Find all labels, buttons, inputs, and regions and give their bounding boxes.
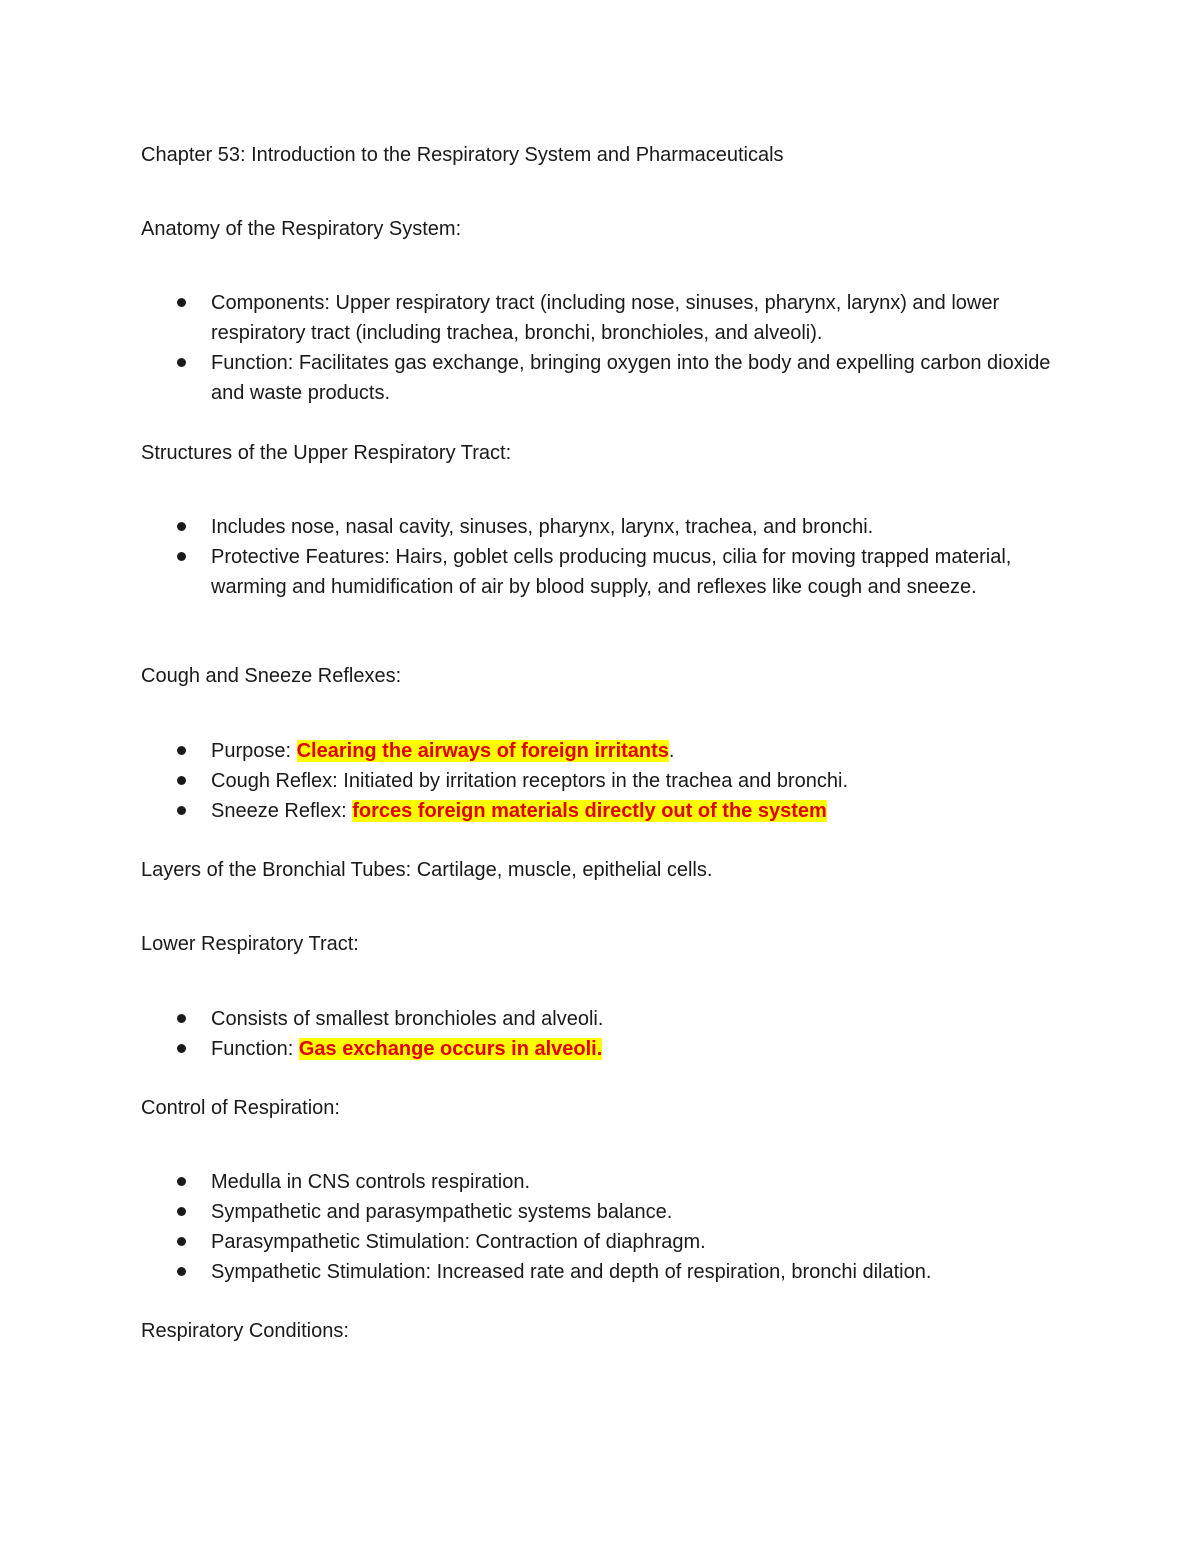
bullet-icon	[177, 358, 186, 367]
bullet-icon	[177, 1207, 186, 1216]
bullet-icon	[177, 746, 186, 755]
list-item	[141, 288, 1071, 348]
highlighted-text: forces foreign materials directly out of the system	[352, 800, 827, 822]
list-item	[141, 542, 1071, 602]
bullet-list-lower-tract	[141, 1004, 1071, 1064]
section-heading-bronchial-layers: Layers of the Bronchial Tubes: Cartilage, muscle, epithelial cells.	[141, 859, 713, 881]
section-heading-conditions: Respiratory Conditions:	[141, 1320, 349, 1342]
list-item	[141, 1227, 1071, 1257]
section-heading-lower-tract: Lower Respiratory Tract:	[141, 933, 359, 955]
list-item	[141, 512, 1071, 542]
list-item-text: Function: Facilitates gas exchange, bringing oxygen into the body and expelling carbon dioxide and waste products.	[211, 352, 1051, 404]
list-item	[141, 1257, 1071, 1287]
bullet-icon	[177, 522, 186, 531]
list-item-prefix: Sneeze Reflex:	[211, 800, 353, 822]
bullet-icon	[177, 552, 186, 561]
bullet-list-upper-tract	[141, 512, 1071, 602]
list-item	[141, 348, 1071, 408]
list-item-text: Sympathetic Stimulation: Increased rate and depth of respiration, bronchi dilation.	[211, 1261, 932, 1283]
list-item-text: Cough Reflex: Initiated by irritation receptors in the trachea and bronchi.	[211, 770, 849, 792]
list-item	[141, 1034, 1071, 1064]
bullet-list-reflexes	[141, 736, 1071, 826]
list-item-text: Protective Features: Hairs, goblet cells producing mucus, cilia for moving trapped material, warming and humidification of air by blood supply, and reflexes like cough and sneeze.	[211, 546, 1012, 598]
bullet-icon	[177, 1267, 186, 1276]
list-item-text: Components: Upper respiratory tract (including nose, sinuses, pharynx, larynx) and lower respiratory tract (including trachea, bronchi, bronchioles, and alveoli).	[211, 292, 1000, 344]
list-item-prefix: Function:	[211, 1038, 299, 1060]
bullet-icon	[177, 1014, 186, 1023]
highlighted-text: Clearing the airways of foreign irritants	[296, 740, 669, 762]
bullet-icon	[177, 1044, 186, 1053]
list-item-text: Consists of smallest bronchioles and alveoli.	[211, 1008, 604, 1030]
list-item	[141, 796, 1071, 826]
list-item-text: Medulla in CNS controls respiration.	[211, 1171, 531, 1193]
list-item	[141, 766, 1071, 796]
section-heading-reflexes: Cough and Sneeze Reflexes:	[141, 665, 402, 687]
list-item-text: Sympathetic and parasympathetic systems balance.	[211, 1201, 673, 1223]
section-heading-control: Control of Respiration:	[141, 1097, 340, 1119]
highlighted-text: Gas exchange occurs in alveoli.	[298, 1038, 603, 1060]
list-item-suffix: .	[668, 740, 675, 762]
bullet-list-control	[141, 1167, 1071, 1287]
bullet-icon	[177, 298, 186, 307]
bullet-list-anatomy	[141, 288, 1071, 408]
bullet-icon	[177, 776, 186, 785]
page-title: Chapter 53: Introduction to the Respiratory System and Pharmaceuticals	[141, 144, 784, 166]
list-item-prefix: Purpose:	[211, 740, 297, 762]
list-item-text: Includes nose, nasal cavity, sinuses, pharynx, larynx, trachea, and bronchi.	[211, 516, 874, 538]
list-item	[141, 1167, 1071, 1197]
bullet-icon	[177, 1237, 186, 1246]
list-item	[141, 1197, 1071, 1227]
bullet-icon	[177, 806, 186, 815]
section-heading-anatomy: Anatomy of the Respiratory System:	[141, 218, 462, 240]
bullet-icon	[177, 1177, 186, 1186]
list-item	[141, 1004, 1071, 1034]
section-heading-upper-tract: Structures of the Upper Respiratory Tract:	[141, 442, 512, 464]
list-item	[141, 736, 1071, 766]
list-item-text: Parasympathetic Stimulation: Contraction of diaphragm.	[211, 1231, 706, 1253]
